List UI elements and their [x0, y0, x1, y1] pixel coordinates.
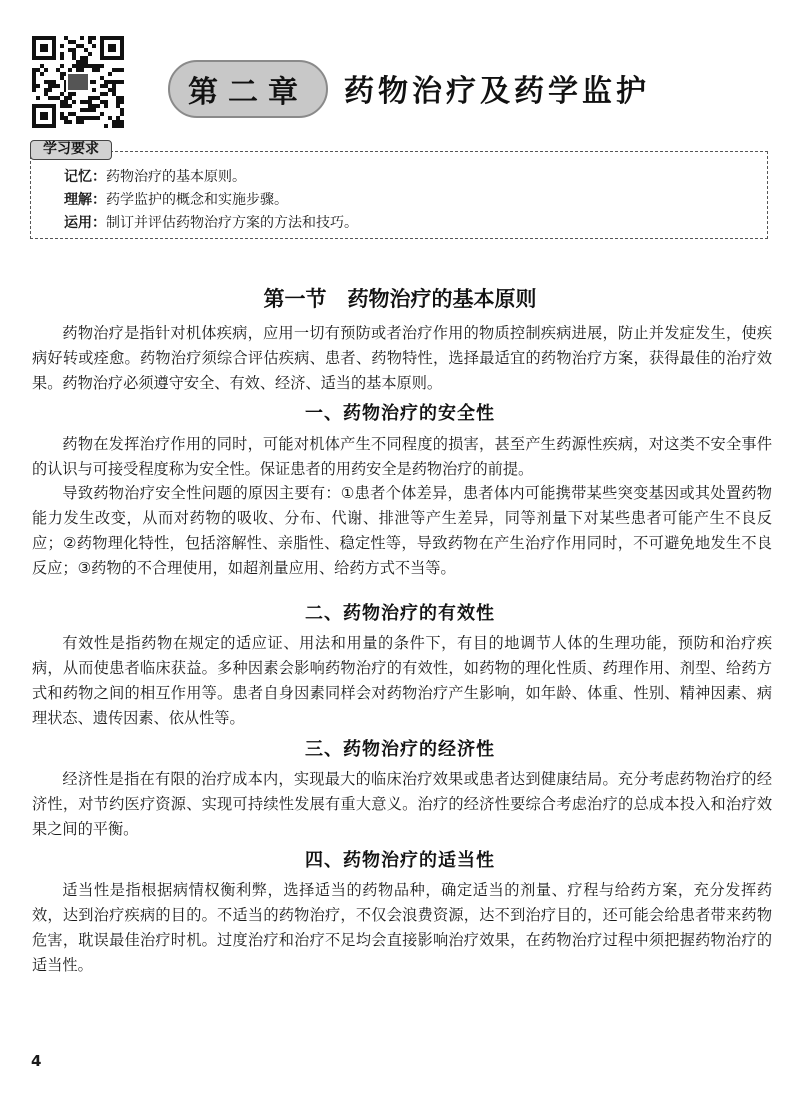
- requirement-label: 运用：: [64, 215, 106, 231]
- paragraph-safety-1: 药物在发挥治疗作用的同时，可能对机体产生不同程度的损害，甚至产生药源性疾病，对这类不安全事件的认识与可接受程度称为安全性。保证患者的用药安全是药物治疗的前提。: [32, 435, 772, 478]
- page-number: 4: [31, 1052, 42, 1070]
- requirement-label: 记忆：: [64, 169, 106, 185]
- paragraph-effectiveness: 有效性是指药物在规定的适应证、用法和用量的条件下，有目的地调节人体的生理功能，预防和治疗疾病，从而使患者临床获益。多种因素会影响药物治疗的有效性，如药物的理化性质、药理作用、剂型、给药方式和药物之间的相互作用等。患者自身因素同样会对药物治疗产生影响，如年龄、体重、性别、精神因素、病理状态、遗传因素、依从性等。: [32, 634, 772, 727]
- requirement-memory: [64, 166, 246, 186]
- requirement-understanding: [64, 189, 288, 209]
- paragraph-safety-2: 导致药物治疗安全性问题的原因主要有：①患者个体差异，患者体内可能携带某些突变基因或其处置药物能力发生改变，从而对药物的吸收、分布、代谢、排泄等产生差异，同等剂量下对某些患者可能产生不良反应；②药物理化特性，包括溶解性、亲脂性、稳定性等，导致药物在产生治疗作用同时，不可避免地发生不良反应；③药物的不合理使用，如超剂量应用、给药方式不当等。: [32, 484, 772, 577]
- chapter-number-badge: [168, 60, 328, 118]
- subsection-title-safety: 一、药物治疗的安全性: [305, 403, 495, 424]
- qr-code: [30, 34, 126, 130]
- paragraph-appropriateness: 适当性是指根据病情权衡利弊，选择适当的药物品种，确定适当的剂量、疗程与给药方案，充分发挥药效，达到治疗疾病的目的。不适当的药物治疗，不仅会浪费资源，达不到治疗目的，还可能会给患者带来药物危害，耽误最佳治疗时机。过度治疗和治疗不足均会直接影响治疗效果，在药物治疗过程中须把握药物治疗的适当性。: [32, 881, 772, 974]
- requirement-application: [64, 212, 358, 232]
- learning-requirements-label: 学习要求: [30, 140, 112, 160]
- requirement-text: 药学监护的概念和实施步骤。: [106, 192, 288, 208]
- subsection-title-economy: 三、药物治疗的经济性: [305, 739, 495, 760]
- paragraph-economy: 经济性是指在有限的治疗成本内，实现最大的临床治疗效果或患者达到健康结局。充分考虑药物治疗的经济性，对节约医疗资源、实现可持续性发展有重大意义。治疗的经济性要综合考虑治疗的总成本投入和治疗效果之间的平衡。: [32, 770, 772, 838]
- subsection-title-effectiveness: 二、药物治疗的有效性: [305, 603, 495, 624]
- requirement-text: 药物治疗的基本原则。: [106, 169, 246, 185]
- section-intro-paragraph: 药物治疗是指针对机体疾病，应用一切有预防或者治疗作用的物质控制疾病进展，防止并发症发生，使疾病好转或痊愈。药物治疗须综合评估疾病、患者、药物特性，选择最适宜的药物治疗方案，获得最佳的治疗效果。药物治疗必须遵守安全、有效、经济、适当的基本原则。: [32, 324, 772, 392]
- requirement-text: 制订并评估药物治疗方案的方法和技巧。: [106, 215, 358, 231]
- chapter-title: 药物治疗及药学监护: [344, 74, 650, 109]
- section-title: 第一节 药物治疗的基本原则: [263, 287, 537, 311]
- subsection-title-appropriateness: 四、药物治疗的适当性: [305, 850, 495, 871]
- requirement-label: 理解：: [64, 192, 106, 208]
- chapter-number: 第二章: [188, 75, 308, 110]
